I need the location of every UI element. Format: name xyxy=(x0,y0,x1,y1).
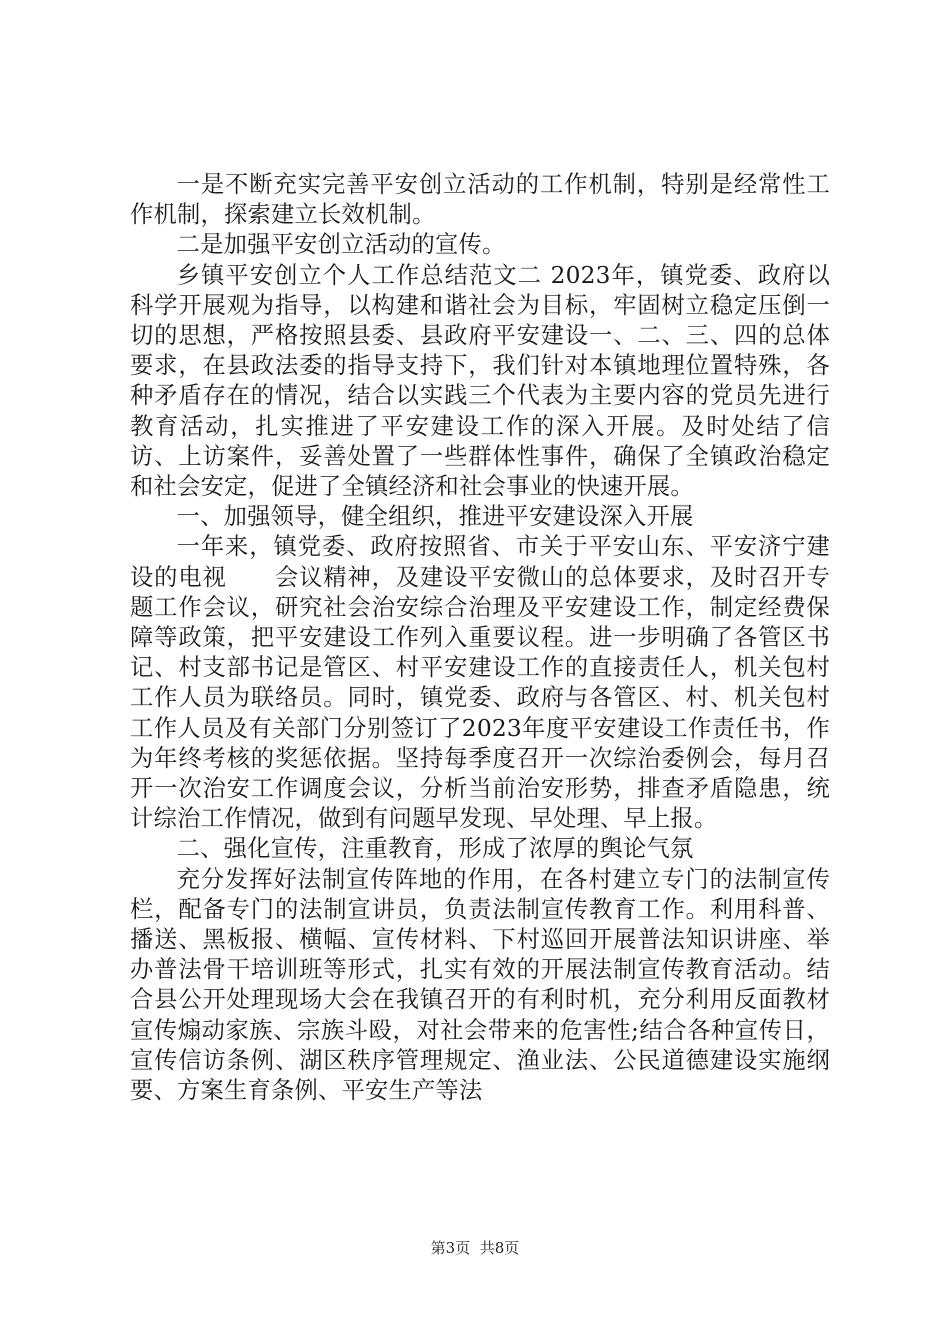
paragraph-5: 一年来，镇党委、政府按照省、市关于平安山东、平安济宁建设的电视 会议精神，及建设平安微山的总体要求，及时召开专题工作会议，研究社会治安综合治理及平安建设工作，制定经费保障等政策，把平安建设工作列入重要议程。进一步明确了各管区书记、村支部书记是管区、村平安建设工作的直接责任人，机关包村工作人员为联络员。同时，镇党委、政府与各管区、村、机关包村工作人员及有关部门分别签订了2023年度平安建设工作责任书，作为年终考核的奖惩依据。坚持每季度召开一次综治委例会，每月召开一次治安工作调度会议，分析当前治安形势，排查矛盾隐患，统计综治工作情况，做到有问题早发现、早处理、早上报。 xyxy=(130,533,830,833)
section-heading-2: 二、强化宣传，注重教育，形成了浓厚的舆论气氛 xyxy=(176,835,694,863)
paragraph-3: 乡镇平安创立个人工作总结范文二 2023年，镇党委、政府以科学开展观为指导，以构建和谐社会为目标，牢固树立稳定压倒一切的思想，严格按照县委、县政府平安建设一、二、三、四的总体要求，在县政法委的指导支持下，我们针对本镇地理位置特殊，各种矛盾存在的情况，结合以实践三个代表为主要内容的党员先进行教育活动，扎实推进了平安建设工作的深入开展。及时处结了信访、上访案件，妥善处置了一些群体性事件，确保了全镇政治稳定和社会安定，促进了全镇经济和社会事业的快速开展。 xyxy=(130,261,830,501)
paragraph-1: 一是不断充实完善平安创立活动的工作机制，特别是经常性工作机制，探索建立长效机制。 xyxy=(130,171,830,229)
page-footer xyxy=(0,1238,950,1258)
section-heading-1: 一、加强领导，健全组织，推进平安建设深入开展 xyxy=(176,503,694,531)
page-number: 第3页 xyxy=(430,1239,471,1257)
page-total: 共8页 xyxy=(479,1239,520,1257)
paragraph-7: 充分发挥好法制宣传阵地的作用，在各村建立专门的法制宣传栏，配备专门的法制宣讲员，负责法制宣传教育工作。利用科普、播送、黑板报、横幅、宣传材料、下村巡回开展普法知识讲座、举办普法骨干培训班等形式，扎实有效的开展法制宣传教育活动。结合县公开处理现场大会在我镇召开的有利时机，充分利用反面教材宣传煽动家族、宗族斗殴，对社会带来的危害性;结合各种宣传日，宣传信访条例、湖区秩序管理规定、渔业法、公民道德建设实施纲要、方案生育条例、平安生产等法 xyxy=(130,865,830,1105)
paragraph-2: 二是加强平安创立活动的宣传。 xyxy=(176,231,506,259)
document-body xyxy=(130,170,830,1106)
